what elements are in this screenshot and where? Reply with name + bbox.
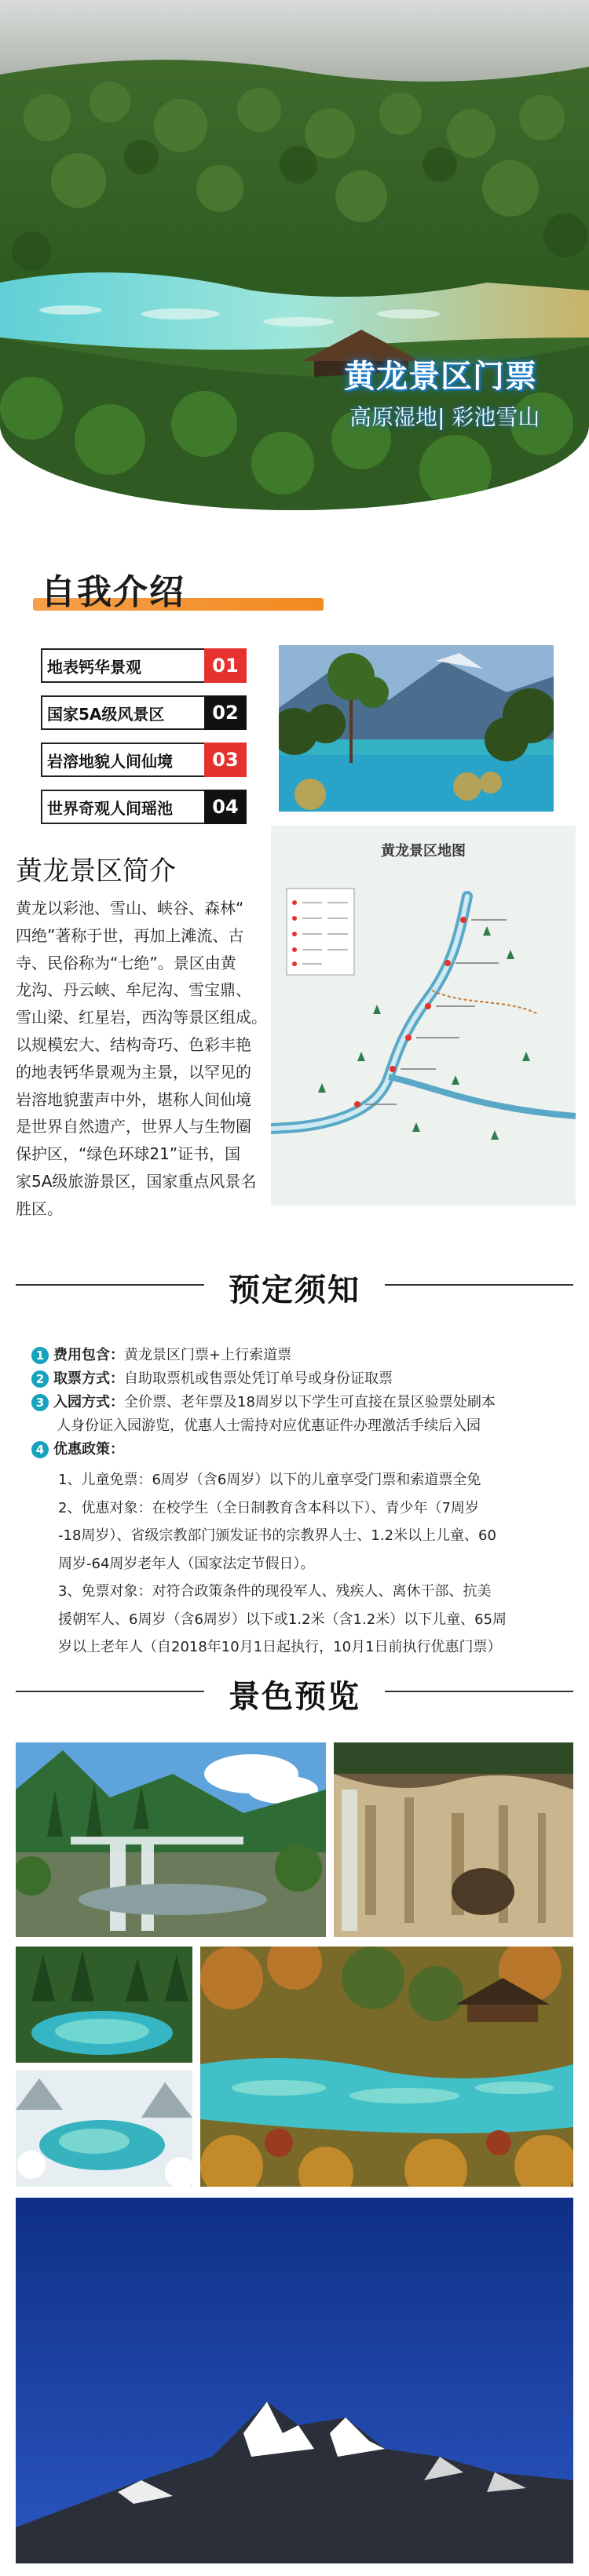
gallery-photo-pond: [16, 1947, 192, 2063]
notice-item: [31, 1391, 573, 1414]
hero-title: 黄龙景区门票: [344, 359, 537, 395]
brief-heading: 黄龙景区简介: [16, 856, 176, 887]
feature-label: 岩溶地貌人间仙境: [47, 751, 173, 771]
notice-number: 2: [31, 1370, 49, 1388]
map-title: 黄龙景区地图: [381, 843, 466, 859]
notice-value: 黄龙景区门票+上行索道票: [124, 1347, 292, 1363]
feature-label: 地表钙华景观: [47, 657, 141, 677]
feature-number: 03: [204, 743, 247, 777]
brief-line: 是世界自然遗产，世界人与生物圈: [16, 1117, 251, 1137]
booking-heading: 预定须知: [229, 1272, 360, 1308]
policy-line: 援朝军人、6周岁（含6周岁）以下或1.2米（含1.2米）以下儿童、65周: [58, 1611, 507, 1628]
brief-line: 保护区，“绿色环球21”证书，国: [16, 1144, 241, 1164]
feature-item: [41, 648, 247, 699]
notice-key: 入园方式：: [53, 1394, 124, 1410]
feature-item: [41, 695, 247, 746]
notice-key: 取票方式：: [53, 1370, 124, 1387]
intro-lake-photo: [279, 645, 554, 812]
feature-number: 02: [204, 695, 247, 730]
notice-item: [31, 1367, 573, 1391]
hero-subtitle: 高原湿地| 彩池雪山: [349, 404, 540, 430]
gallery-photo-cliff: [334, 1742, 573, 1937]
gallery-photo-snow-mountain: [16, 2198, 573, 2563]
gallery-section-header: [0, 1672, 589, 1715]
booking-section-header: [0, 1265, 589, 1308]
notice-item: [31, 1438, 573, 1461]
hero-banner: [0, 0, 589, 510]
policy-line: -18周岁）、省级宗教部门颁发证书的宗教界人士、1.2米以上儿童、60: [58, 1527, 496, 1544]
brief-line: 胜区。: [16, 1199, 63, 1218]
brief-line: 黄龙以彩池、雪山、峡谷、森林“: [16, 899, 244, 918]
gallery-heading: 景色预览: [229, 1679, 360, 1715]
feature-number: 04: [204, 790, 247, 824]
feature-number: 01: [204, 648, 247, 683]
notice-continuation: 人身份证入园游览，优惠人士需持对应优惠证件办理激活手续后入园: [57, 1418, 481, 1434]
policy-line: 3、免票对象：对符合政策条件的现役军人、残疾人、离休干部、抗美: [58, 1583, 492, 1600]
feature-item: [41, 790, 247, 840]
feature-label: 国家5A级风景区: [47, 704, 165, 724]
policy-line: 2、优惠对象：在校学生（全日制教育含本科以下）、青少年（7周岁: [58, 1499, 479, 1516]
notice-number: 3: [31, 1394, 49, 1411]
brief-line: 岩溶地貌蜚声中外，堪称人间仙境: [16, 1089, 251, 1109]
brief-line: 雪山梁、红星岩，西沟等景区组成。: [16, 1008, 267, 1027]
notice-key: 费用包含：: [53, 1347, 124, 1363]
feature-item: [41, 743, 247, 793]
scenic-map: [271, 826, 576, 1206]
notice-item: [31, 1344, 573, 1367]
brief-description: [16, 895, 267, 1223]
notice-number: 1: [31, 1347, 49, 1364]
brief-line: 以规模宏大、结构奇巧、色彩丰艳: [16, 1034, 251, 1054]
feature-label: 世界奇观人间瑶池: [47, 798, 173, 818]
brief-line: 四绝”著称于世，再加上滩流、古: [16, 925, 244, 945]
gallery-photo-snow-pool: [16, 2071, 192, 2187]
gallery-photo-waterfall: [16, 1742, 326, 1937]
gallery-photo-temple-pools: [200, 1947, 573, 2187]
policy-line: 1、儿童免票：6周岁（含6周岁）以下的儿童享受门票和索道票全免: [58, 1472, 481, 1488]
brief-line: 寺、民俗称为“七绝”。景区由黄: [16, 953, 236, 972]
notice-key: 优惠政策：: [53, 1441, 124, 1458]
notice-number: 4: [31, 1441, 49, 1458]
notice-value: 全价票、老年票及18周岁以下学生可直接在景区验票处刷本: [124, 1394, 496, 1410]
hero-landscape-image: [0, 0, 589, 510]
brief-line: 龙沟、丹云峡、牟尼沟、雪宝鼎、: [16, 980, 251, 1000]
brief-line: 家5A级旅游景区，国家重点风景名: [16, 1171, 257, 1191]
booking-notice: [31, 1344, 573, 1662]
policy-line: 周岁-64周岁老年人（国家法定节假日）。: [58, 1555, 315, 1572]
policy-line: 岁以上老年人（自2018年10月1日起执行，10月1日前执行优惠门票）: [58, 1639, 502, 1655]
intro-heading: 自我介绍: [41, 572, 185, 612]
map-illustration: [271, 826, 576, 1206]
brief-line: 的地表钙华景观为主景，以罕见的: [16, 1062, 251, 1082]
notice-value: 自助取票机或售票处凭订单号或身份证取票: [124, 1370, 393, 1387]
